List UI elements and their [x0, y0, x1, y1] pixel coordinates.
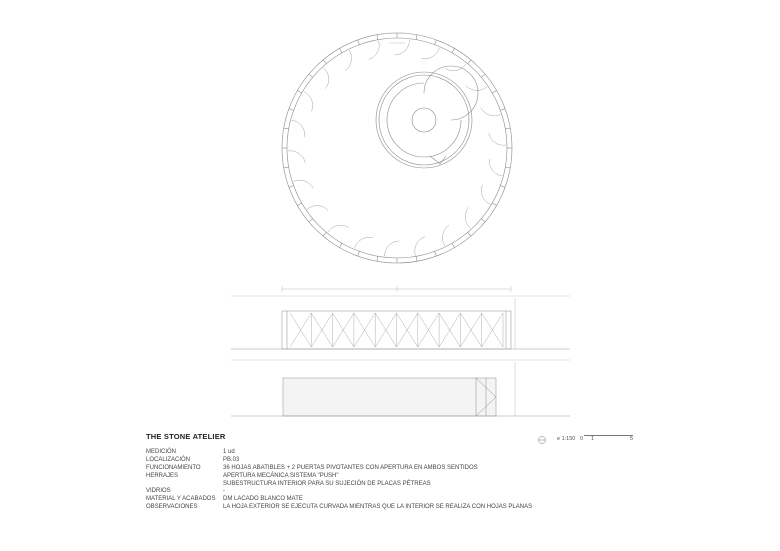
scale-ratio: e 1:150	[557, 436, 576, 442]
spec-value: 36 HOJAS ABATIBLES + 2 PUERTAS PIVOTANTES CON APERTURA EN AMBOS SENTIDOS	[223, 464, 478, 471]
door-swing-arc	[489, 133, 506, 146]
spec-row	[146, 496, 532, 504]
scale-tick-5: 5	[630, 436, 634, 442]
door-swing-arc	[345, 50, 352, 71]
spec-value: 1 ud	[223, 449, 235, 455]
door-swing-arc	[489, 159, 502, 176]
leaf-division	[284, 167, 289, 168]
door-swing-arc	[421, 48, 439, 59]
spec-table	[146, 449, 532, 512]
spec-row	[146, 473, 532, 481]
leaf-division	[377, 35, 378, 40]
north-arrow-icon	[538, 436, 546, 444]
door-swing-arc	[328, 225, 349, 232]
door-swing-arc	[369, 41, 379, 60]
spec-row	[146, 457, 532, 465]
cross-bracing	[290, 313, 503, 347]
leaf-division	[377, 256, 378, 261]
spec-value: DM LACADO BLANCO MATE	[223, 496, 303, 503]
leaf-division	[416, 256, 417, 261]
spec-label: VIDRIOS	[146, 488, 171, 495]
door-swing-arc	[292, 120, 305, 137]
leaf-division	[468, 232, 471, 236]
spec-value: -	[223, 488, 225, 495]
door-swing-arc	[481, 107, 501, 115]
inner-cylinder	[376, 66, 478, 168]
spec-value: SUBESTRUCTURA INTERIOR PARA SU SUJECIÓN DE PLACAS PÉTREAS	[223, 480, 431, 487]
door-swing-arc	[395, 40, 410, 55]
door-swing-arc	[442, 225, 449, 246]
spec-value: PB.03	[223, 456, 240, 463]
leaf-division	[309, 74, 313, 77]
leaf-division	[309, 219, 313, 222]
spec-label: LOCALIZACIÓN	[146, 456, 191, 463]
leaf-division	[297, 203, 301, 206]
project-title: THE STONE ATELIER	[146, 432, 226, 441]
door-swing-arc	[323, 68, 328, 89]
leaf-division	[452, 243, 455, 247]
leaf-division	[481, 219, 485, 222]
door-swing-arc	[288, 151, 305, 164]
door-swing-arc	[304, 92, 313, 112]
leaf-division	[435, 251, 437, 256]
spec-label: OBSERVACIONES	[146, 504, 198, 511]
spec-row	[146, 488, 532, 496]
cladding-panel	[283, 378, 496, 416]
leaf-division	[505, 128, 510, 129]
leaf-division	[416, 35, 417, 40]
outer-wall-outer	[282, 33, 512, 263]
outer-wall-inner	[287, 38, 507, 258]
leaf-division	[284, 128, 289, 129]
scale-tick-1: 1	[591, 436, 595, 442]
spec-row	[146, 465, 532, 473]
leaf-division	[435, 40, 437, 45]
leaf-division	[297, 91, 301, 94]
spec-row	[146, 481, 532, 489]
door-swing-arc	[355, 237, 373, 248]
leaf-division	[358, 40, 360, 45]
spec-label: FUNCIONAMIENTO	[146, 464, 201, 471]
scale-bar	[538, 434, 648, 448]
spec-label: MEDICIÓN	[146, 449, 176, 455]
spec-value: APERTURA MECÁNICA SISTEMA "PUSH"	[223, 472, 339, 479]
door-swing-arc	[466, 86, 487, 91]
spec-row	[146, 504, 532, 512]
leaf-division	[500, 109, 505, 111]
door-swing-arc	[446, 64, 467, 71]
leaf-division	[468, 60, 471, 64]
plan-view	[282, 33, 512, 263]
leaf-division	[289, 186, 294, 188]
leaf-division	[492, 203, 496, 206]
door-swings	[282, 33, 512, 263]
door-swing-arc	[293, 180, 313, 188]
leaf-division	[340, 243, 343, 247]
leaf-division	[452, 48, 455, 52]
spec-value: LA HOJA EXTERIOR SE EJECUTA CURVADA MIENTRAS QUE LA INTERIOR SE REALIZA CON HOJAS PLANAS	[223, 504, 533, 511]
leaf-division	[481, 74, 485, 77]
leaf-division	[323, 60, 326, 64]
scale-tick-0: 0	[580, 436, 584, 442]
leaf-division	[505, 167, 510, 168]
spec-label: MATERIAL Y ACABADOS	[146, 496, 216, 503]
door-swing-arc	[415, 237, 425, 256]
door-swing-arc	[307, 206, 328, 211]
elevation-cladding	[231, 360, 570, 416]
door-swing-arc	[481, 185, 490, 205]
elevation-structure	[231, 286, 570, 349]
leaf-division	[289, 109, 294, 111]
spec-label: HERRAJES	[146, 472, 179, 479]
leaf-division	[500, 186, 505, 188]
door-swing-arc	[384, 241, 399, 256]
leaf-division	[358, 251, 360, 256]
leaf-division	[323, 232, 326, 236]
spec-label	[146, 481, 223, 489]
spec-row	[146, 449, 532, 457]
leaf-division	[340, 48, 343, 52]
leaf-division	[492, 91, 496, 94]
door-swing-arc	[465, 207, 470, 228]
